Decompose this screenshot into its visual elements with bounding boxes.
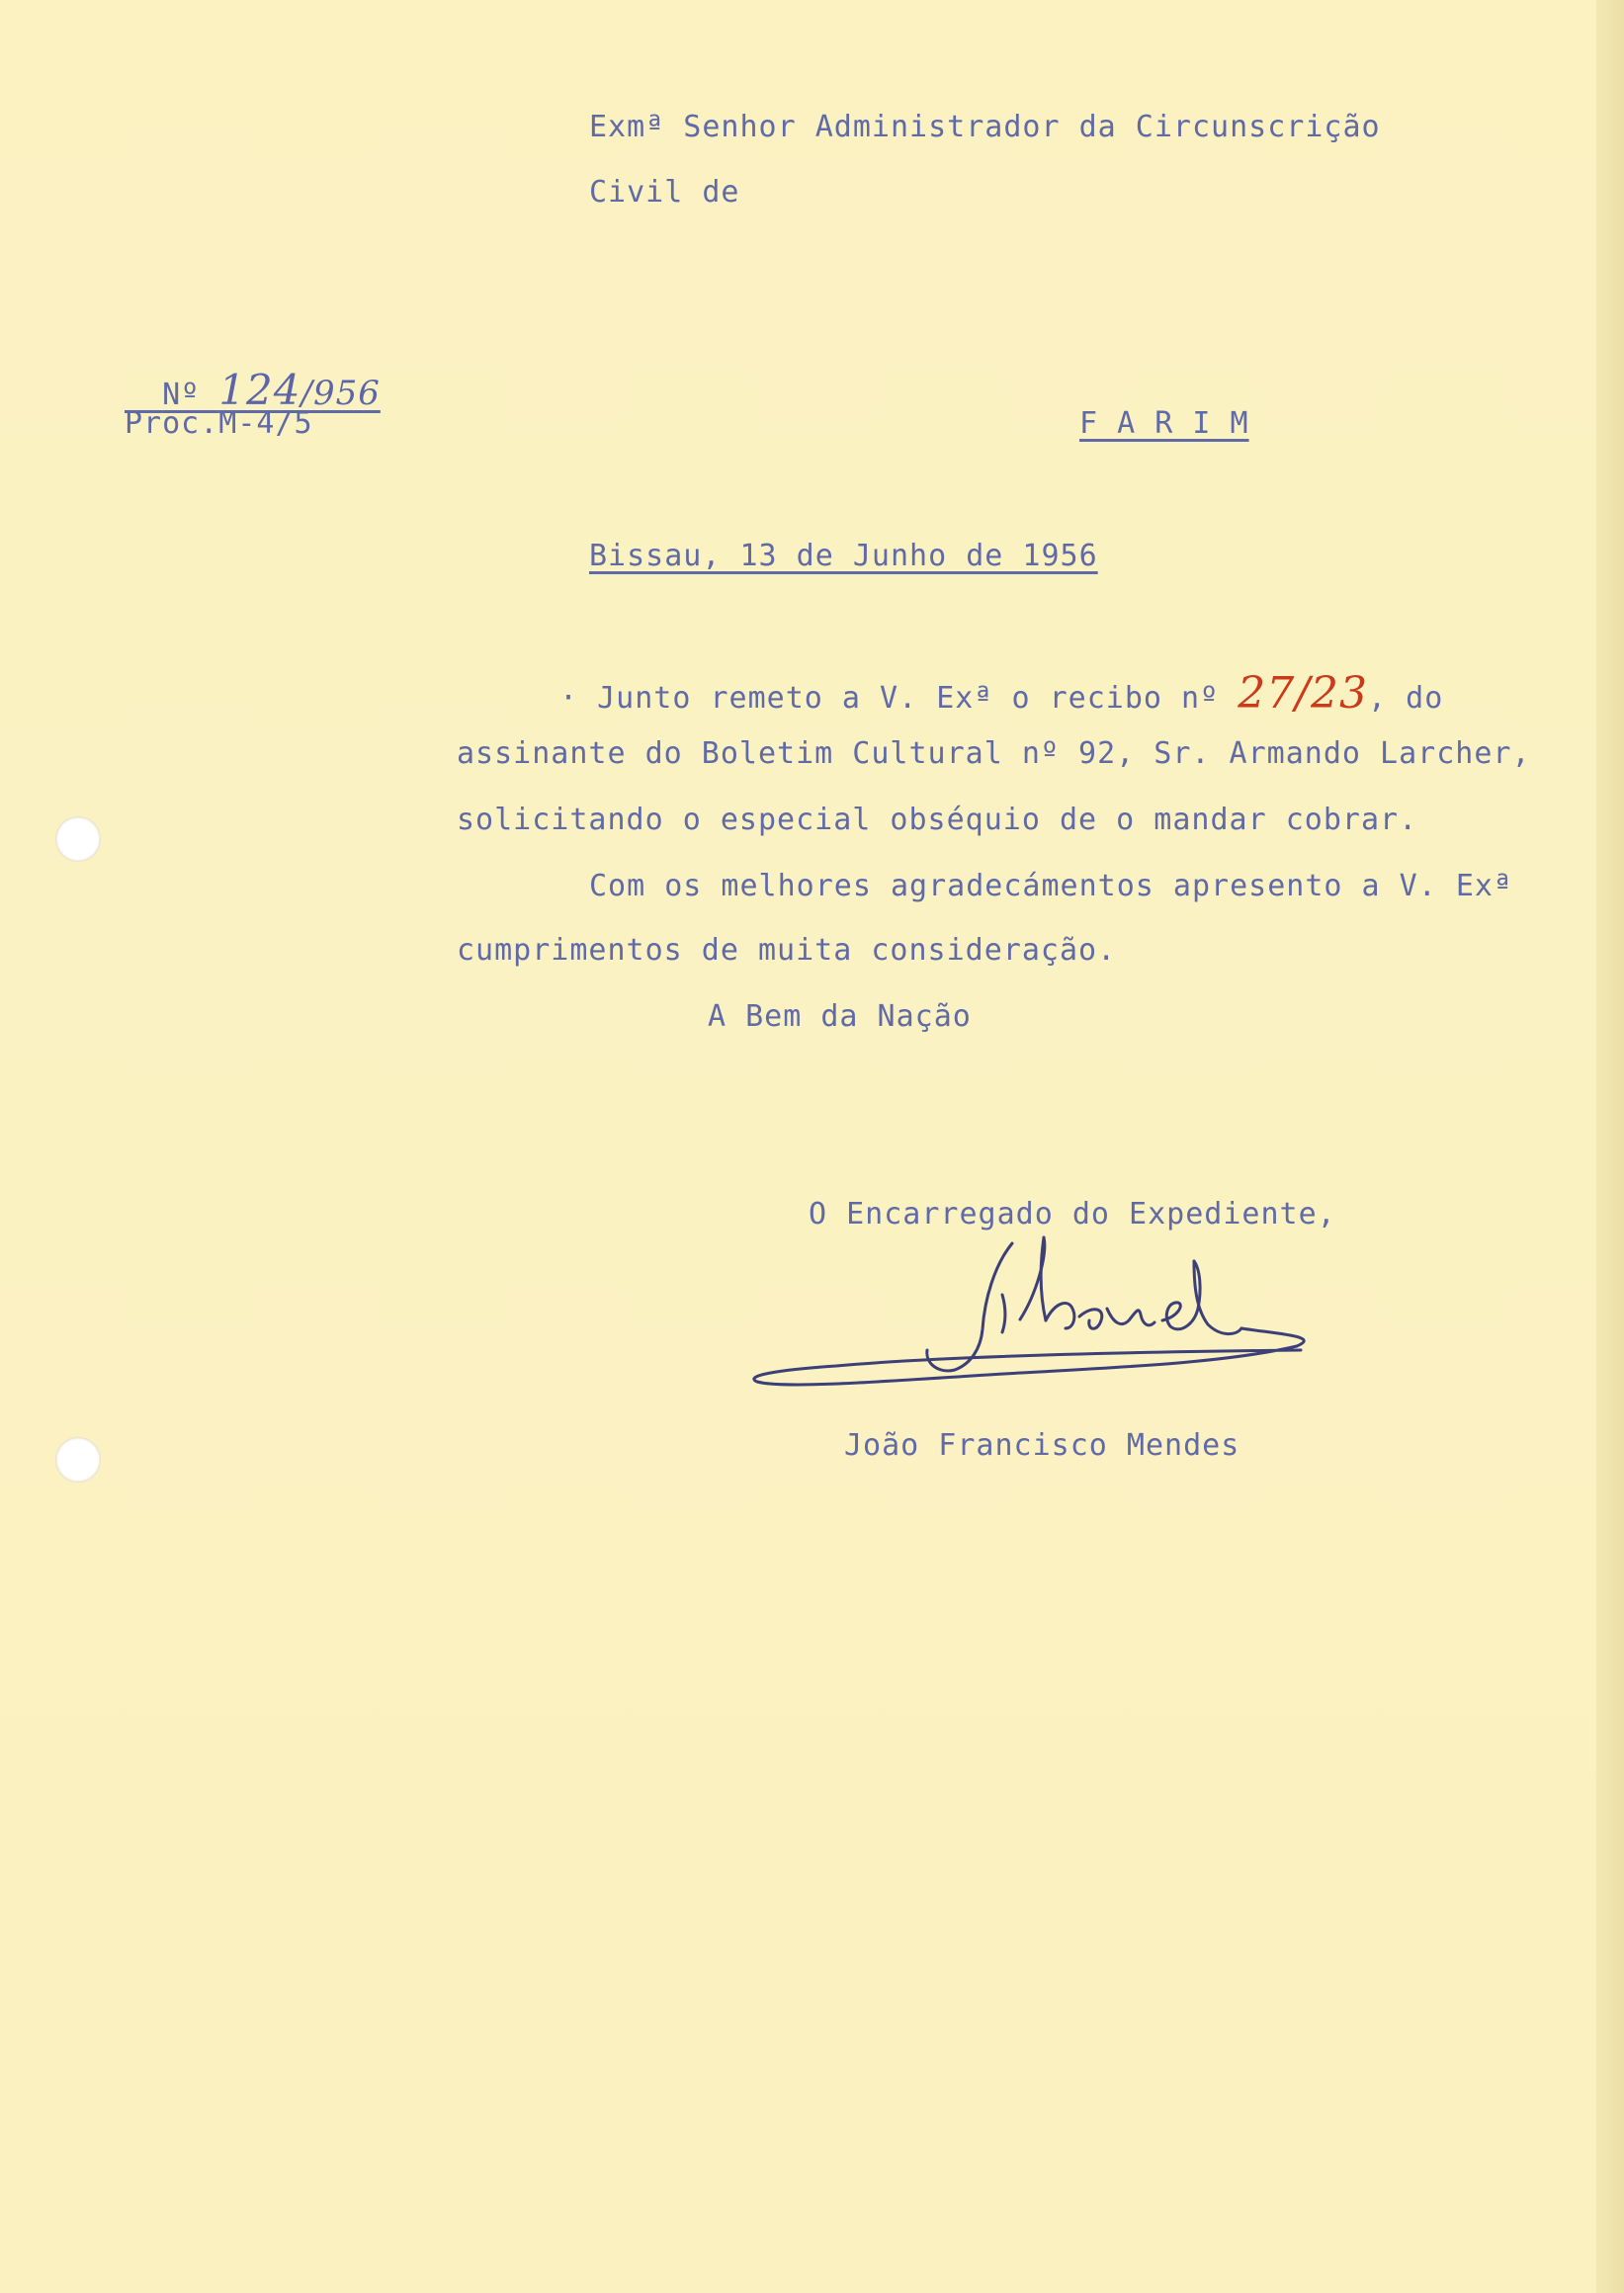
signatory-name: João Francisco Mendes	[844, 1428, 1240, 1463]
body-line-1-end: , do	[1368, 681, 1444, 716]
body-line-3: solicitando o especial obséquio de o mandar cobrar.	[457, 803, 1418, 837]
body-line-2: assinante do Boletim Cultural nº 92, Sr. Armando Larcher,	[457, 736, 1531, 771]
punch-hole-top	[55, 816, 101, 862]
receipt-number-handwritten: 27/23	[1238, 668, 1369, 719]
reference-number-handwritten: 124	[218, 366, 301, 414]
punch-hole-bottom	[55, 1437, 101, 1483]
handwritten-signature	[747, 1226, 1340, 1423]
place-date: Bissau, 13 de Junho de 1956	[589, 539, 1098, 573]
body-line-1: · Junto remeto a V. Exª o recibo nº 27/23, do	[559, 668, 1444, 719]
reference-prefix: Nº	[162, 378, 219, 412]
closing-salutation: A Bem da Nação	[708, 999, 972, 1034]
paper-edge	[1596, 0, 1624, 2293]
body-line-4: Com os melhores agradecámentos apresento a V. Exª	[589, 869, 1513, 903]
reference-number	[125, 340, 381, 414]
process-reference: Proc.M-4/5	[125, 406, 313, 441]
body-line-1-start: Junto remeto a V. Exª o recibo nº	[597, 681, 1239, 716]
addressee-line-2: Civil de	[589, 175, 740, 210]
signature-title: O Encarregado do Expediente,	[809, 1197, 1336, 1231]
reference-year: /956	[300, 374, 381, 413]
addressee-line-1: Exmª Senhor Administrador da Circunscrição	[589, 110, 1381, 144]
body-line-5: cumprimentos de muita consideração.	[457, 933, 1117, 968]
destination: F A R I M	[1079, 406, 1249, 441]
